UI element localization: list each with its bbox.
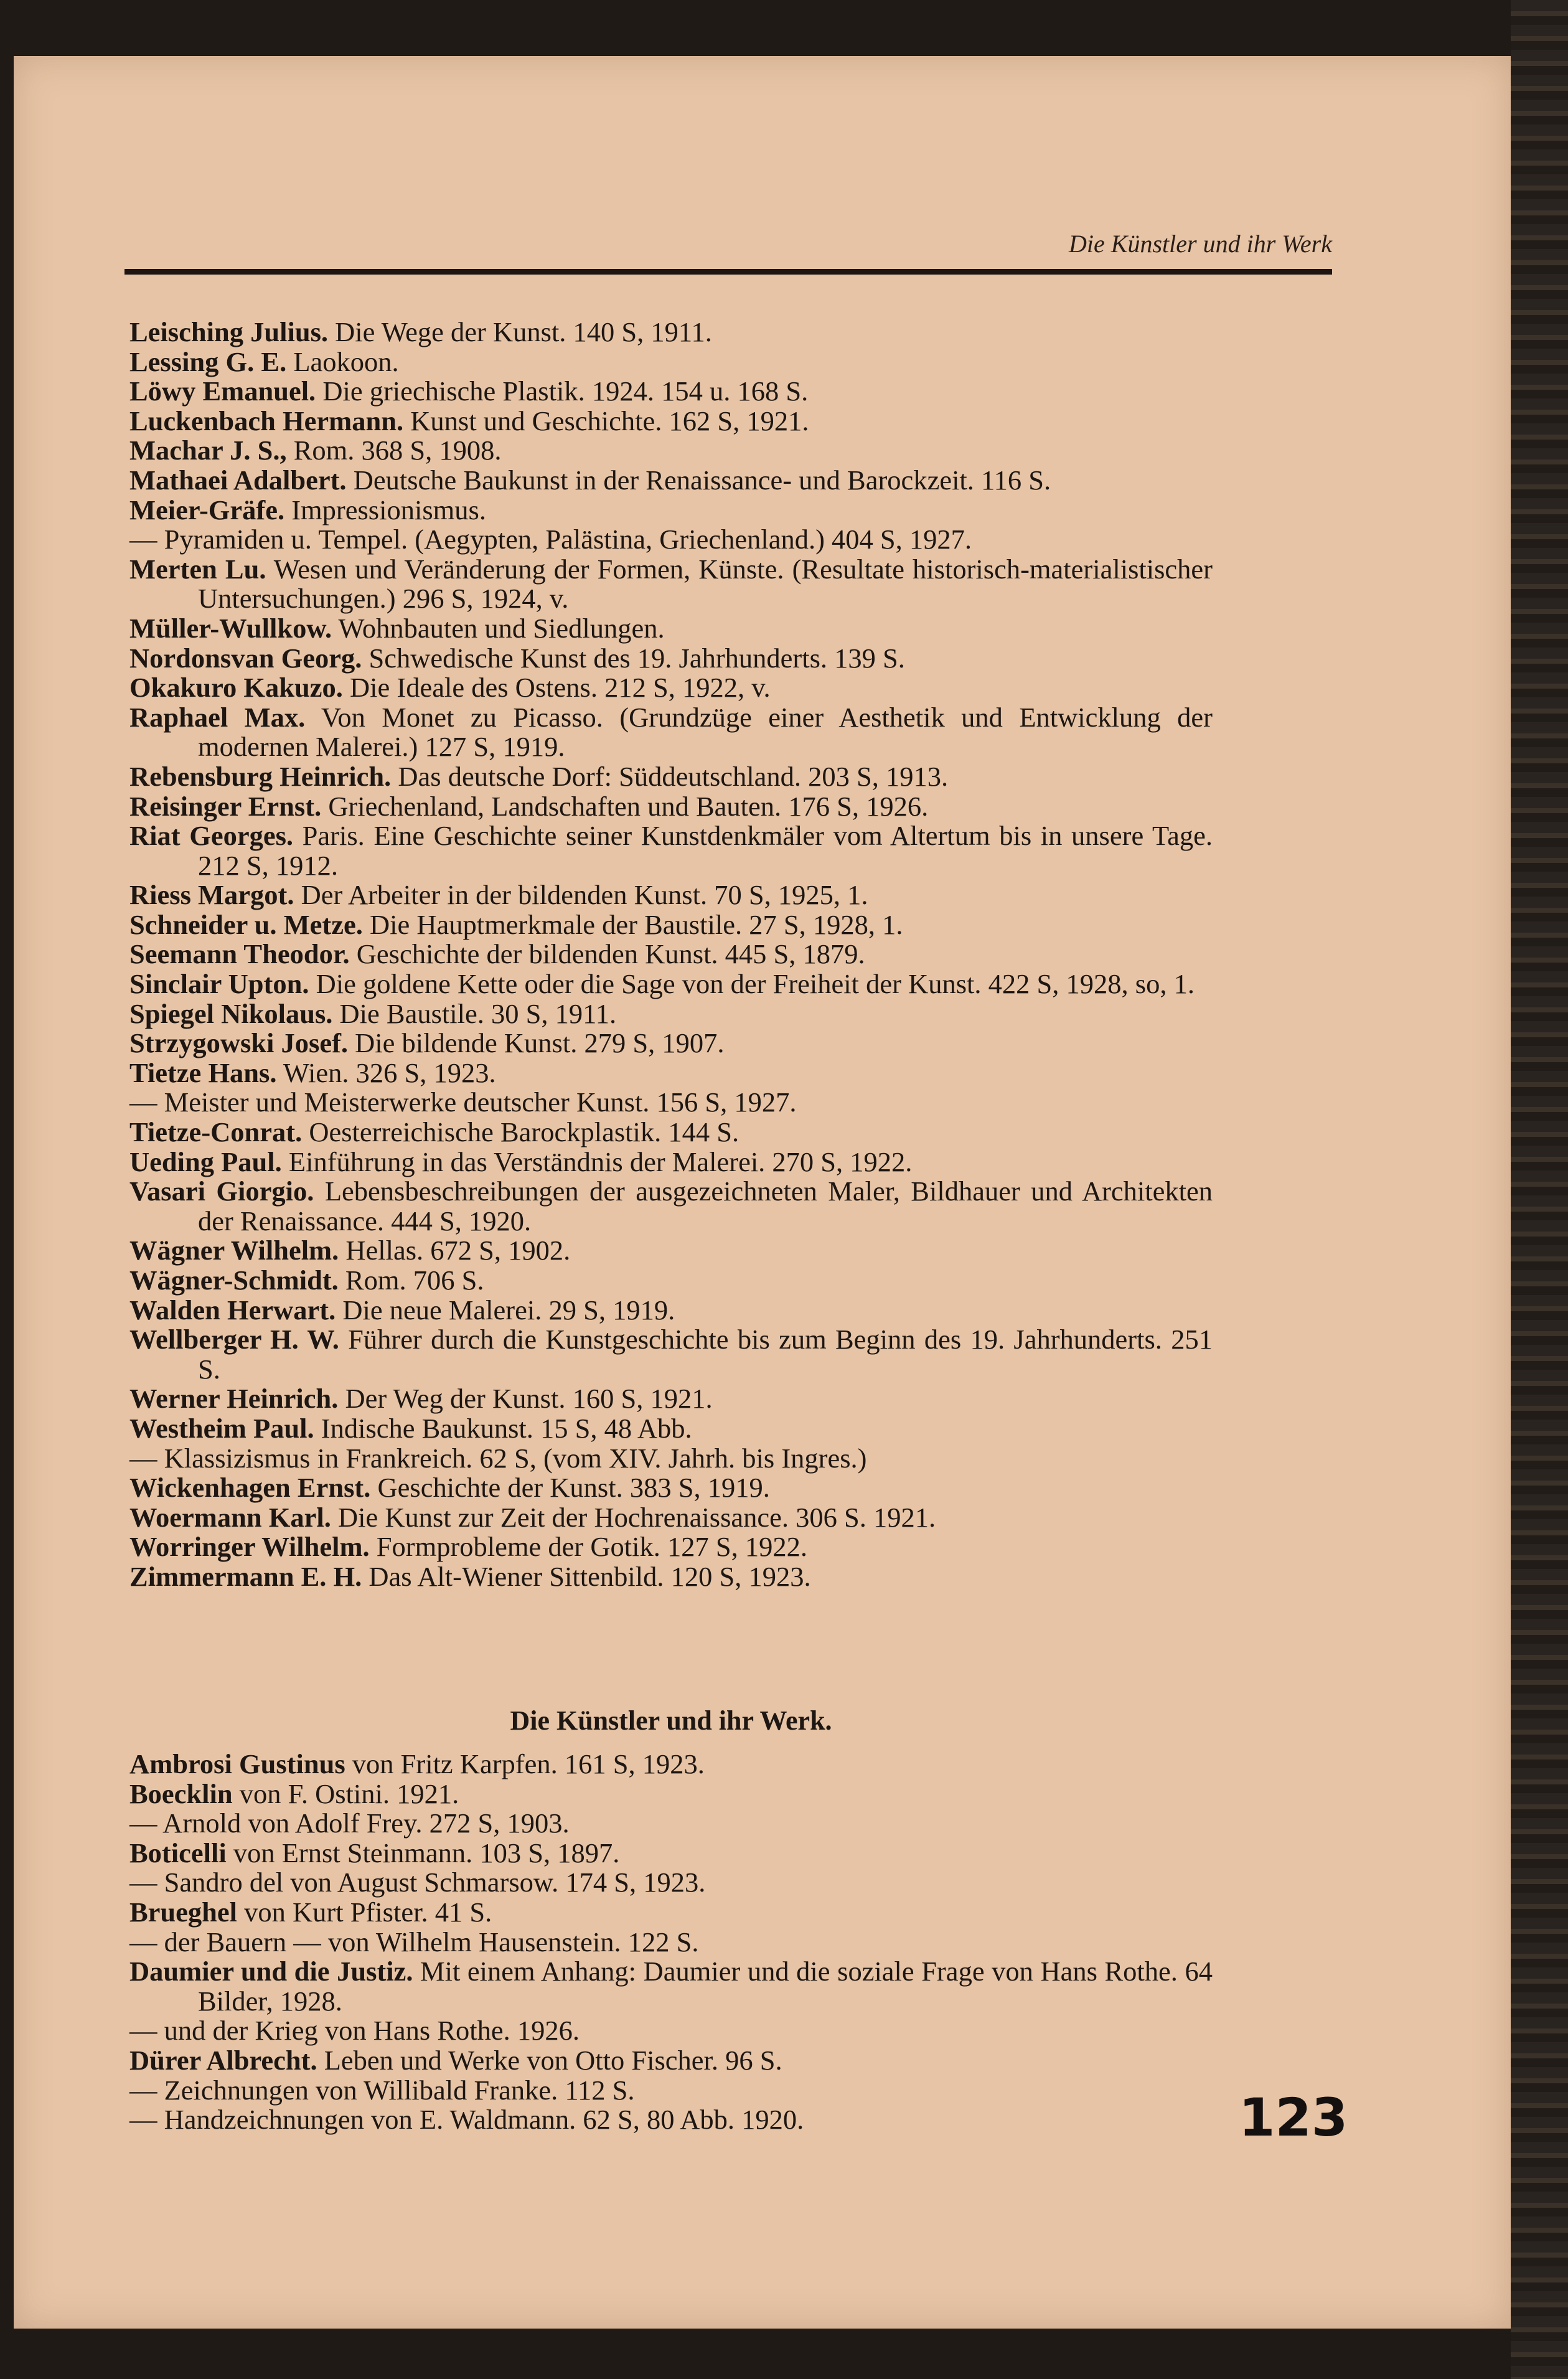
entry-text: Einführung in das Verständnis der Malerei. 270 S, 1922.: [281, 1146, 913, 1177]
entry-author: Spiegel Nikolaus.: [129, 997, 333, 1029]
bibliography-entry: [129, 2076, 1213, 2106]
bibliography-entry: [129, 1779, 1213, 1809]
entry-author: Riat Georges.: [129, 820, 294, 852]
entry-text: Die Ideale des Ostens. 212 S, 1922, v.: [342, 672, 771, 704]
bibliography-entry: [129, 969, 1213, 999]
entry-text: Die griechische Plastik. 1924. 154 u. 168 S.: [316, 375, 809, 407]
entry-author: Westheim Paul.: [129, 1412, 314, 1444]
bibliography-list: [129, 318, 1213, 1592]
entry-author: Lessing G. E.: [129, 346, 287, 377]
bibliography-entry: [129, 792, 1213, 822]
running-header: Die Künstler und ihr Werk: [1069, 230, 1332, 258]
entry-text: Formprobleme der Gotik. 127 S, 1922.: [369, 1531, 807, 1563]
entry-author: Merten Lu.: [129, 553, 266, 585]
bibliography-entry: [129, 407, 1213, 436]
entry-text: Die Kunst zur Zeit der Hochrenaissance. 306 S. 1921.: [331, 1501, 936, 1533]
entry-text: von Fritz Karpfen. 161 S, 1923.: [345, 1748, 705, 1779]
entry-text: Die goldene Kette oder die Sage von der Freiheit der Kunst. 422 S, 1928, so, 1.: [309, 968, 1195, 1000]
bibliography-entry: [129, 1957, 1213, 2016]
entry-text: Der Weg der Kunst. 160 S, 1921.: [338, 1383, 713, 1415]
bibliography-entry: [129, 1503, 1213, 1533]
header-rule: [124, 269, 1332, 275]
bibliography-entry: [129, 496, 1213, 525]
entry-author: Müller-Wullkow.: [129, 612, 332, 644]
bibliography-entry: [129, 1147, 1213, 1177]
bibliography-entry: [129, 2016, 1213, 2046]
page-number: 123: [1239, 2087, 1348, 2148]
entry-author: Boticelli: [129, 1837, 227, 1868]
bibliography-entry: [129, 347, 1213, 377]
bibliography-entry: [129, 1750, 1213, 1779]
entry-text: Rom. 706 S.: [338, 1265, 484, 1296]
entry-text: Kunst und Geschichte. 162 S, 1921.: [403, 405, 809, 436]
entry-author: Ambrosi Gustinus: [129, 1748, 345, 1779]
entry-text: Wien. 326 S, 1923.: [276, 1057, 496, 1088]
entry-author: Schneider u. Metze.: [129, 908, 363, 940]
entry-text: von Kurt Pfister. 41 S.: [237, 1896, 492, 1928]
entry-text: Hellas. 672 S, 1902.: [339, 1235, 571, 1266]
entry-author: Strzygowski Josef.: [129, 1027, 349, 1059]
entry-author: Wägner-Schmidt.: [129, 1265, 339, 1296]
entry-text: Laokoon.: [286, 346, 399, 377]
entry-text: Schwedische Kunst des 19. Jahrhunderts. 139 S.: [362, 642, 905, 674]
entry-text: — Meister und Meisterwerke deutscher Kunst. 156 S, 1927.: [129, 1086, 797, 1118]
bibliography-entry: [129, 940, 1213, 969]
entry-text: Geschichte der bildenden Kunst. 445 S, 1879.: [349, 938, 865, 970]
entry-author: Reisinger Ernst.: [129, 790, 322, 822]
entry-text: — Klassizismus in Frankreich. 62 S, (vom XIV. Jahrh. bis Ingres.): [129, 1442, 867, 1474]
entry-author: Rebensburg Heinrich.: [129, 760, 392, 792]
entry-author: Raphael Max.: [129, 701, 306, 733]
bibliography-entry: [129, 614, 1213, 644]
entry-author: Riess Margot.: [129, 879, 294, 911]
artist-bibliography-list: [129, 1750, 1213, 2135]
bibliography-entry: [129, 1809, 1213, 1839]
bibliography-entry: [129, 1296, 1213, 1326]
entry-author: Ueding Paul.: [129, 1146, 282, 1177]
entry-author: Boecklin: [129, 1778, 233, 1809]
bibliography-entry: [129, 1839, 1213, 1868]
entry-text: von Ernst Steinmann. 103 S, 1897.: [226, 1837, 620, 1868]
entry-text: Indische Baukunst. 15 S, 48 Abb.: [314, 1412, 692, 1444]
entry-author: Tietze Hans.: [129, 1057, 277, 1088]
entry-text: von F. Ostini. 1921.: [232, 1778, 459, 1809]
entry-text: Führer durch die Kunstgeschichte bis zum Beginn des 19. Jahrhunderts. 251 S.: [198, 1324, 1213, 1385]
entry-author: Seemann Theodor.: [129, 938, 350, 970]
bibliography-entry: [129, 1532, 1213, 1562]
bibliography-entry: [129, 1562, 1213, 1592]
entry-author: Tietze-Conrat.: [129, 1116, 303, 1148]
entry-author: Löwy Emanuel.: [129, 375, 316, 407]
entry-author: Vasari Giorgio.: [129, 1175, 314, 1207]
bibliography-entry: [129, 673, 1213, 703]
entry-text: — Handzeichnungen von E. Waldmann. 62 S, 80 Abb. 1920.: [129, 2104, 804, 2136]
entry-author: Mathaei Adalbert.: [129, 464, 347, 496]
entry-text: — Zeichnungen von Willibald Franke. 112 S.: [129, 2074, 635, 2106]
bibliography-entry: [129, 1928, 1213, 1957]
entry-text: Mit einem Anhang: Daumier und die soziale Frage von Hans Rothe. 64 Bilder, 1928.: [198, 1956, 1213, 2017]
bibliography-entry: [129, 1444, 1213, 1474]
entry-author: Woermann Karl.: [129, 1501, 331, 1533]
entry-author: Machar J. S.,: [129, 435, 287, 466]
bibliography-entry: [129, 525, 1213, 555]
entry-text: Der Arbeiter in der bildenden Kunst. 70 S, 1925, 1.: [294, 879, 868, 911]
entry-author: Wellberger H. W.: [129, 1324, 339, 1355]
entry-text: — der Bauern — von Wilhelm Hausenstein. 122 S.: [129, 1926, 699, 1957]
bibliography-entry: [129, 1898, 1213, 1928]
entry-text: — Sandro del von August Schmarsow. 174 S, 1923.: [129, 1867, 706, 1898]
bibliography-entry: [129, 1029, 1213, 1058]
entry-text: Von Monet zu Picasso. (Grundzüge einer Aesthetik und Entwicklung der modernen Malerei.) 127 S, 1919.: [198, 701, 1213, 763]
bibliography-entry: [129, 1414, 1213, 1444]
entry-text: Die Baustile. 30 S, 1911.: [332, 997, 617, 1029]
bibliography-entry: [129, 644, 1213, 674]
entry-text: Das deutsche Dorf: Süddeutschland. 203 S, 1913.: [391, 760, 949, 792]
section-title: Die Künstler und ihr Werk.: [510, 1705, 832, 1736]
entry-text: Die Wege der Kunst. 140 S, 1911.: [328, 316, 712, 347]
bibliography-entry: [129, 910, 1213, 940]
entry-text: Die bildende Kunst. 279 S, 1907.: [348, 1027, 725, 1059]
entry-author: Werner Heinrich.: [129, 1383, 339, 1415]
entry-text: Das Alt-Wiener Sittenbild. 120 S, 1923.: [362, 1560, 811, 1592]
entry-text: — Pyramiden u. Tempel. (Aegypten, Palästina, Griechenland.) 404 S, 1927.: [129, 524, 972, 555]
entry-author: Nordonsvan Georg.: [129, 642, 362, 674]
entry-text: Die Hauptmerkmale der Baustile. 27 S, 1928, 1.: [362, 908, 903, 940]
entry-author: Dürer Albrecht.: [129, 2044, 317, 2076]
bibliography-entry: [129, 1473, 1213, 1503]
entry-author: Luckenbach Hermann.: [129, 405, 404, 436]
bibliography-entry: [129, 880, 1213, 910]
entry-author: Brueghel: [129, 1896, 238, 1928]
entry-author: Daumier und die Justiz.: [129, 1956, 413, 1987]
entry-author: Worringer Wilhelm.: [129, 1531, 370, 1563]
entry-text: — Arnold von Adolf Frey. 272 S, 1903.: [129, 1807, 570, 1839]
entry-author: Walden Herwart.: [129, 1294, 336, 1326]
entry-text: Griechenland, Landschaften und Bauten. 176 S, 1926.: [321, 790, 929, 822]
entry-text: Die neue Malerei. 29 S, 1919.: [336, 1294, 675, 1326]
entry-text: Wohnbauten und Siedlungen.: [332, 612, 665, 644]
entry-text: Deutsche Baukunst in der Renaissance- und Barockzeit. 116 S.: [346, 464, 1051, 496]
bibliography-entry: [129, 999, 1213, 1029]
entry-text: Wesen und Veränderung der Formen, Künste. (Resultate historisch-materialistischer Untersuchungen.) 296 S, 1924, v.: [198, 553, 1213, 615]
entry-author: Wickenhagen Ernst.: [129, 1472, 371, 1504]
bibliography-entry: [129, 1325, 1213, 1384]
bibliography-entry: [129, 318, 1213, 347]
entry-author: Meier-Gräfe.: [129, 494, 285, 525]
bibliography-entry: [129, 1266, 1213, 1296]
entry-author: Wägner Wilhelm.: [129, 1235, 339, 1266]
entry-text: Impressionismus.: [284, 494, 486, 525]
entry-text: Paris. Eine Geschichte seiner Kunstdenkmäler vom Altertum bis in unsere Tage. 212 S, 1912.: [198, 820, 1213, 881]
entry-text: Geschichte der Kunst. 383 S, 1919.: [370, 1472, 770, 1504]
entry-author: Sinclair Upton.: [129, 968, 309, 1000]
bibliography-entry: [129, 762, 1213, 792]
entry-text: Oesterreichische Barockplastik. 144 S.: [302, 1116, 739, 1148]
bibliography-entry: [129, 466, 1213, 496]
bibliography-entry: [129, 1177, 1213, 1236]
bibliography-entry: [129, 821, 1213, 880]
bibliography-entry: [129, 2105, 1213, 2135]
entry-text: Lebensbeschreibungen der ausgezeichneten Maler, Bildhauer und Architekten der Renaissance. 444 S, 1920.: [198, 1175, 1213, 1237]
bibliography-entry: [129, 2046, 1213, 2076]
bibliography-entry: [129, 555, 1213, 614]
entry-text: Rom. 368 S, 1908.: [286, 435, 502, 466]
book-binding: [1511, 0, 1568, 2379]
entry-author: Leisching Julius.: [129, 316, 329, 347]
bibliography-entry: [129, 436, 1213, 466]
bibliography-entry: [129, 1236, 1213, 1266]
bibliography-entry: [129, 1088, 1213, 1118]
bibliography-entry: [129, 377, 1213, 407]
bibliography-entry: [129, 1058, 1213, 1088]
bibliography-entry: [129, 1868, 1213, 1898]
entry-author: Okakuro Kakuzo.: [129, 672, 343, 704]
bibliography-entry: [129, 703, 1213, 762]
entry-text: Leben und Werke von Otto Fischer. 96 S.: [317, 2044, 782, 2076]
bibliography-entry: [129, 1384, 1213, 1414]
entry-text: — und der Krieg von Hans Rothe. 1926.: [129, 2015, 580, 2047]
bibliography-entry: [129, 1118, 1213, 1147]
entry-author: Zimmermann E. H.: [129, 1560, 362, 1592]
